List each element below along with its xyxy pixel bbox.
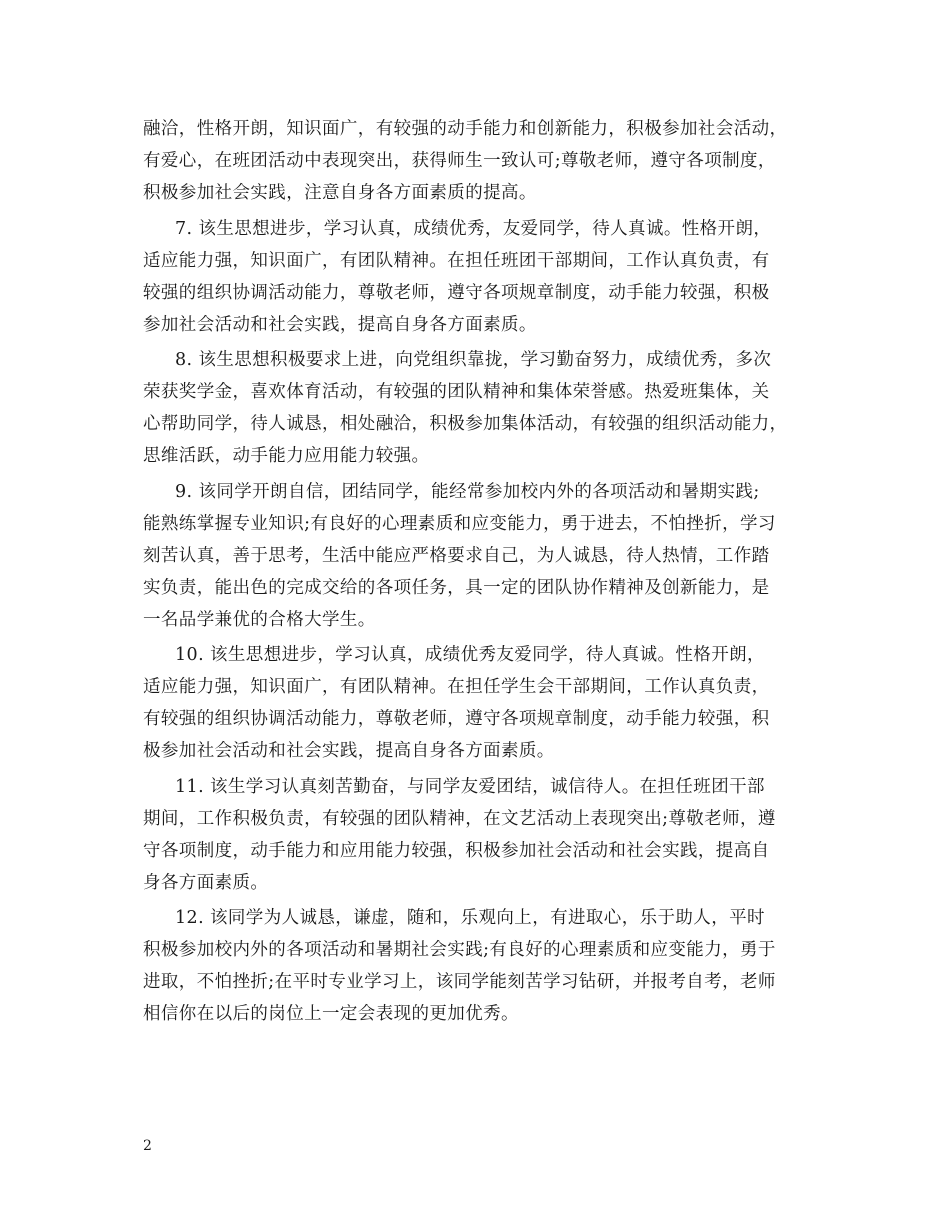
- paragraph: [143, 213, 823, 341]
- text-line: 极参加社会活动和社会实践，提高自身各方面素质。: [143, 741, 555, 761]
- text-line: 积极参加校内外的各项活动和暑期社会实践;有良好的心理素质和应变能力，勇于: [143, 940, 776, 960]
- text-line: 守各项制度，动手能力和应用能力较强，积极参加社会活动和社会实践，提高自: [143, 840, 770, 861]
- text-line: 实负责，能出色的完成交给的各项任务，具一定的团队协作精神及创新能力，是: [143, 577, 770, 598]
- text-line: 12. 该同学为人诚恳，谦虚，随和，乐观向上，有进取心，乐于助人，平时: [175, 908, 765, 928]
- paragraph: [143, 113, 823, 209]
- text-line: 一名品学兼优的合格大学生。: [143, 609, 376, 630]
- paragraph: [143, 344, 823, 472]
- text-line: 7. 该生思想进步，学习认真，成绩优秀，友爱同学，待人真诚。性格开朗，: [175, 218, 772, 239]
- text-line: 有较强的组织协调活动能力，尊敬老师，遵守各项规章制度，动手能力较强，积: [143, 709, 770, 729]
- text-line: 心帮助同学，待人诚恳，相处融洽，积极参加集体活动，有较强的组织活动能力，: [143, 414, 788, 434]
- text-line: 11. 该生学习认真刻苦勤奋，与同学友爱团结，诚信待人。在担任班团干部: [175, 776, 765, 797]
- paragraph: [143, 902, 823, 1030]
- text-line: 进取，不怕挫折;在平时专业学习上，该同学能刻苦学习钻研，并报考自考，老师: [143, 972, 776, 992]
- paragraph: [143, 639, 823, 767]
- text-line: 身各方面素质。: [143, 872, 269, 893]
- text-line: 相信你在以后的岗位上一定会表现的更加优秀。: [143, 1004, 519, 1024]
- text-line: 融洽，性格开朗，知识面广，有较强的动手能力和创新能力，积极参加社会活动，: [143, 119, 788, 139]
- text-line: 较强的组织协调活动能力，尊敬老师，遵守各项规章制度，动手能力较强，积极: [143, 282, 770, 303]
- text-line: 期间，工作积极负责，有较强的团队精神，在文艺活动上表现突出;尊敬老师，遵: [143, 808, 776, 829]
- paragraph: [143, 476, 823, 636]
- text-line: 适应能力强，知识面广，有团队精神。在担任学生会干部期间，工作认真负责，: [143, 677, 770, 697]
- text-line: 刻苦认真，善于思考，生活中能应严格要求自己，为人诚恳，待人热情，工作踏: [143, 545, 770, 566]
- text-line: 有爱心，在班团活动中表现突出，获得师生一致认可;尊敬老师，遵守各项制度，: [143, 151, 776, 171]
- text-line: 积极参加社会实践，注意自身各方面素质的提高。: [143, 183, 537, 203]
- paragraph: [143, 771, 823, 899]
- text-line: 9. 该同学开朗自信，团结同学，能经常参加校内外的各项活动和暑期实践;: [175, 481, 760, 502]
- document-body: [143, 113, 823, 1030]
- page-number: 2: [143, 1138, 152, 1154]
- text-line: 荣获奖学金，喜欢体育活动，有较强的团队精神和集体荣誉感。热爱班集体，关: [143, 382, 770, 402]
- text-line: 适应能力强，知识面广，有团队精神。在担任班团干部期间，工作认真负责，有: [143, 250, 770, 271]
- text-line: 思维活跃，动手能力应用能力较强。: [143, 446, 430, 466]
- text-line: 能熟练掌握专业知识;有良好的心理素质和应变能力，勇于进去，不怕挫折，学习: [143, 513, 776, 534]
- text-line: 10. 该生思想进步，学习认真，成绩优秀友爱同学，待人真诚。性格开朗，: [175, 645, 765, 665]
- text-line: 参加社会活动和社会实践，提高自身各方面素质。: [143, 314, 537, 335]
- text-line: 8. 该生思想积极要求上进，向党组织靠拢，学习勤奋努力，成绩优秀，多次: [175, 350, 772, 370]
